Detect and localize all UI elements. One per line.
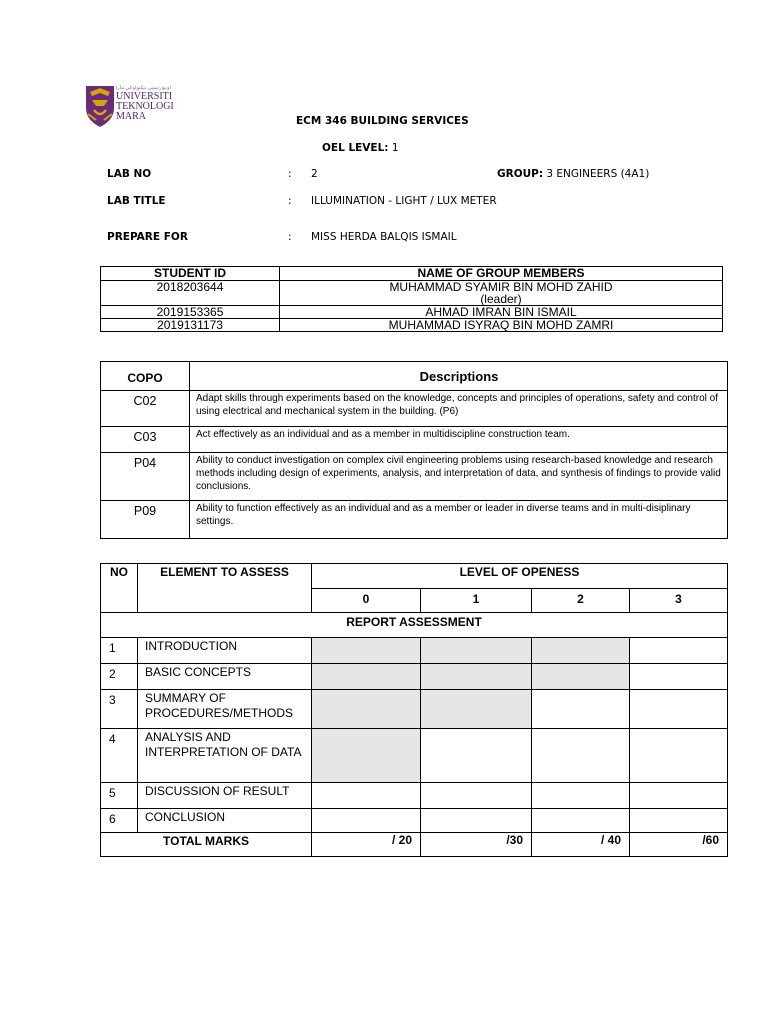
score-cell [421,664,532,690]
score-cell [630,638,728,664]
score-cell [532,729,630,783]
score-cell [532,690,630,729]
members-table [100,266,723,332]
uitm-line1: UNIVERSITI [116,91,173,102]
total-level-1: /30 [421,833,532,857]
lab-title-value: ILLUMINATION - LIGHT / LUX METER [311,195,497,207]
copo-code: C02 [101,391,190,427]
table-row [101,664,728,690]
row-no: 4 [101,729,138,783]
col-student-id: STUDENT ID [101,267,280,281]
score-cell [630,664,728,690]
copo-desc: Act effectively as an individual and as a member in multidiscipline construction team. [190,427,728,453]
score-cell [532,783,630,809]
col-level-of-openess: LEVEL OF OPENESS [312,564,728,589]
level-1: 1 [421,589,532,613]
section-row [101,613,728,638]
copo-desc: Ability to conduct investigation on complex civil engineering problems using research-based knowledge and research methods including design of experiments, analysis, and interpretation of data, and synthesis of findings to provide valid conclusions. [190,453,728,501]
table-row [101,319,723,332]
student-id: 2019153365 [101,306,280,319]
score-cell [630,729,728,783]
row-no: 3 [101,690,138,729]
row-element: INTRODUCTION [138,638,312,664]
table-row [101,729,728,783]
table-row [101,783,728,809]
score-cell [532,638,630,664]
member-name: MUHAMMAD SYAMIR BIN MOHD ZAHID (leader) [280,281,723,306]
copo-code: P04 [101,453,190,501]
uitm-crest-icon [84,84,116,128]
oel-level: OEL LEVEL: 1 [322,142,399,154]
score-cell [421,638,532,664]
score-cell [312,809,421,833]
score-cell [312,783,421,809]
level-0: 0 [312,589,421,613]
row-element: SUMMARY OF PROCEDURES/METHODS [138,690,312,729]
row-element: ANALYSIS AND INTERPRETATION OF DATA [138,729,312,783]
row-element: DISCUSSION OF RESULT [138,783,312,809]
score-cell [312,638,421,664]
table-row [101,391,728,427]
student-id: 2019131173 [101,319,280,332]
lab-title-label: LAB TITLE [107,195,166,207]
lab-no-label: LAB NO [107,168,152,180]
lab-no-colon: : [288,168,292,180]
row-no: 2 [101,664,138,690]
level-2: 2 [532,589,630,613]
table-row [101,281,723,306]
table-row [101,427,728,453]
course-title: ECM 346 BUILDING SERVICES [296,115,469,127]
prepare-for-colon: : [288,231,292,243]
row-no: 1 [101,638,138,664]
assessment-table [100,563,728,857]
score-cell [532,664,630,690]
row-element: BASIC CONCEPTS [138,664,312,690]
member-name: AHMAD IMRAN BIN ISMAIL [280,306,723,319]
col-element: ELEMENT TO ASSESS [138,564,312,613]
row-element: CONCLUSION [138,809,312,833]
group-info: GROUP: 3 ENGINEERS (4A1) [497,168,650,180]
score-cell [421,783,532,809]
lab-no-value: 2 [311,168,318,180]
score-cell [630,783,728,809]
score-cell [312,729,421,783]
copo-code: P09 [101,501,190,539]
table-row [101,809,728,833]
copo-table [100,361,728,539]
prepare-for-label: PREPARE FOR [107,231,188,243]
score-cell [312,690,421,729]
score-cell [421,809,532,833]
uitm-line2: TEKNOLOGI [116,101,174,112]
members-header-row [101,267,723,281]
score-cell [312,664,421,690]
row-no: 6 [101,809,138,833]
score-cell [421,729,532,783]
member-name: MUHAMMAD ISYRAQ BIN MOHD ZAMRI [280,319,723,332]
table-row [101,453,728,501]
lab-title-colon: : [288,195,292,207]
score-cell [421,690,532,729]
table-row [101,690,728,729]
col-no: NO [101,564,138,613]
copo-desc: Ability to function effectively as an individual and as a member or leader in diverse teams and in multi-disiplinary settings. [190,501,728,539]
uitm-jawi-text: اونيۏرسيتي تيكنولوݢي مارا [116,86,171,91]
uitm-line3: MARA [116,111,147,122]
uitm-wordmark [116,86,174,122]
total-level-0: / 20 [312,833,421,857]
prepare-for-value: MISS HERDA BALQIS ISMAIL [311,231,457,243]
copo-header-row [101,362,728,391]
col-descriptions: Descriptions [190,362,728,391]
assessment-header-row [101,564,728,589]
total-marks-label: TOTAL MARKS [101,833,312,857]
col-copo: COPO [101,362,190,391]
table-row [101,638,728,664]
total-row [101,833,728,857]
total-level-2: / 40 [532,833,630,857]
copo-code: C03 [101,427,190,453]
total-level-3: /60 [630,833,728,857]
score-cell [630,690,728,729]
report-assessment-heading: REPORT ASSESSMENT [101,613,728,638]
student-id: 2018203644 [101,281,280,306]
score-cell [630,809,728,833]
score-cell [532,809,630,833]
row-no: 5 [101,783,138,809]
copo-desc: Adapt skills through experiments based on the knowledge, concepts and principles of operations, safety and control of using electrical and mechanical system in the building. (P6) [190,391,728,427]
level-3: 3 [630,589,728,613]
col-member-name: NAME OF GROUP MEMBERS [280,267,723,281]
table-row [101,306,723,319]
table-row [101,501,728,539]
